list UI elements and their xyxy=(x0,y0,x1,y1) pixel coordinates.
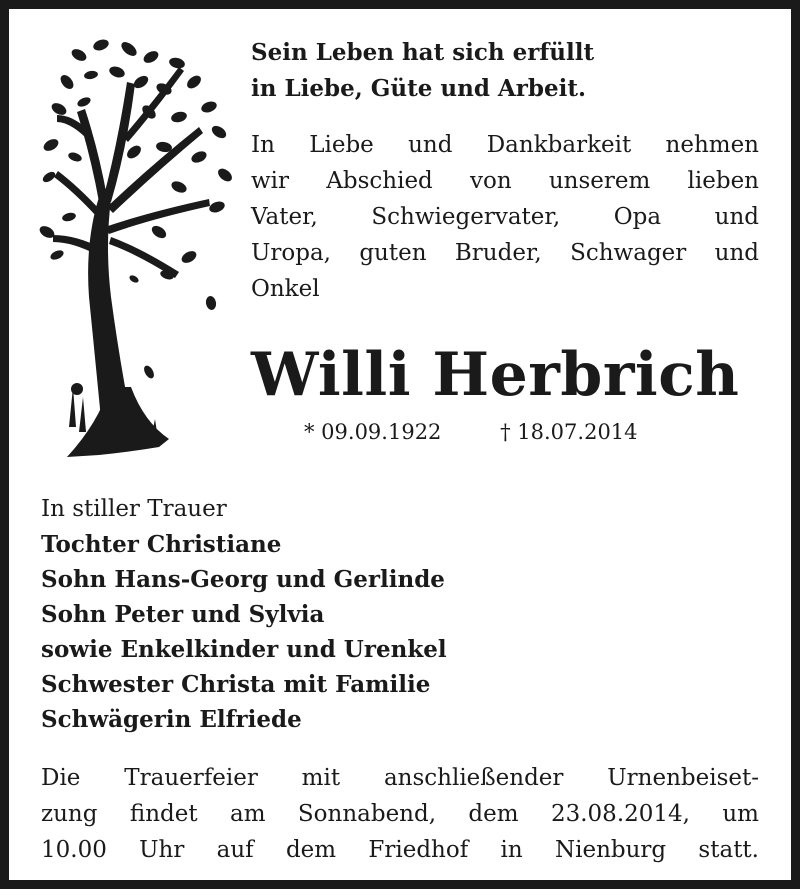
mourner-name: Schwester Christa mit Familie xyxy=(41,671,431,698)
ceremony-line: zung findet am Sonnabend, dem 23.08.2014, um xyxy=(41,801,759,827)
ceremony-line: 10.00 Uhr auf dem Friedhof in Nienburg statt. xyxy=(41,837,759,863)
intro-line: Uropa, guten Bruder, Schwager und xyxy=(251,240,759,266)
motto-line: in Liebe, Güte und Arbeit. xyxy=(251,75,586,102)
intro-line: Vater, Schwiegervater, Opa und xyxy=(251,204,759,230)
motto xyxy=(251,35,751,107)
life-dates xyxy=(304,417,724,447)
mourner-name: Schwägerin Elfriede xyxy=(41,706,302,733)
ceremony-line: Die Trauerfeier mit anschließender Urnenbeiset- xyxy=(41,765,759,791)
tree-icon xyxy=(39,27,239,467)
intro-line: wir Abschied von unserem lieben xyxy=(251,168,759,194)
mourners-heading: In stiller Trauer xyxy=(41,496,227,522)
mourner-name: Sohn Peter und Sylvia xyxy=(41,601,325,628)
motto-line: Sein Leben hat sich erfüllt xyxy=(251,39,595,66)
death-date: † 18.07.2014 xyxy=(500,420,638,444)
deceased-name: Willi Herbrich xyxy=(251,340,740,410)
ceremony-info xyxy=(41,760,759,868)
mourner-name: sowie Enkelkinder und Urenkel xyxy=(41,636,447,663)
mourner-name: Sohn Hans-Georg und Gerlinde xyxy=(41,566,445,593)
birth-date: * 09.09.1922 xyxy=(304,420,442,444)
intro-line: In Liebe und Dankbarkeit nehmen xyxy=(251,132,759,158)
mourner-name: Tochter Christiane xyxy=(41,531,282,558)
intro-text xyxy=(251,127,759,307)
mourners-list xyxy=(41,492,741,737)
intro-line: Onkel xyxy=(251,276,320,302)
